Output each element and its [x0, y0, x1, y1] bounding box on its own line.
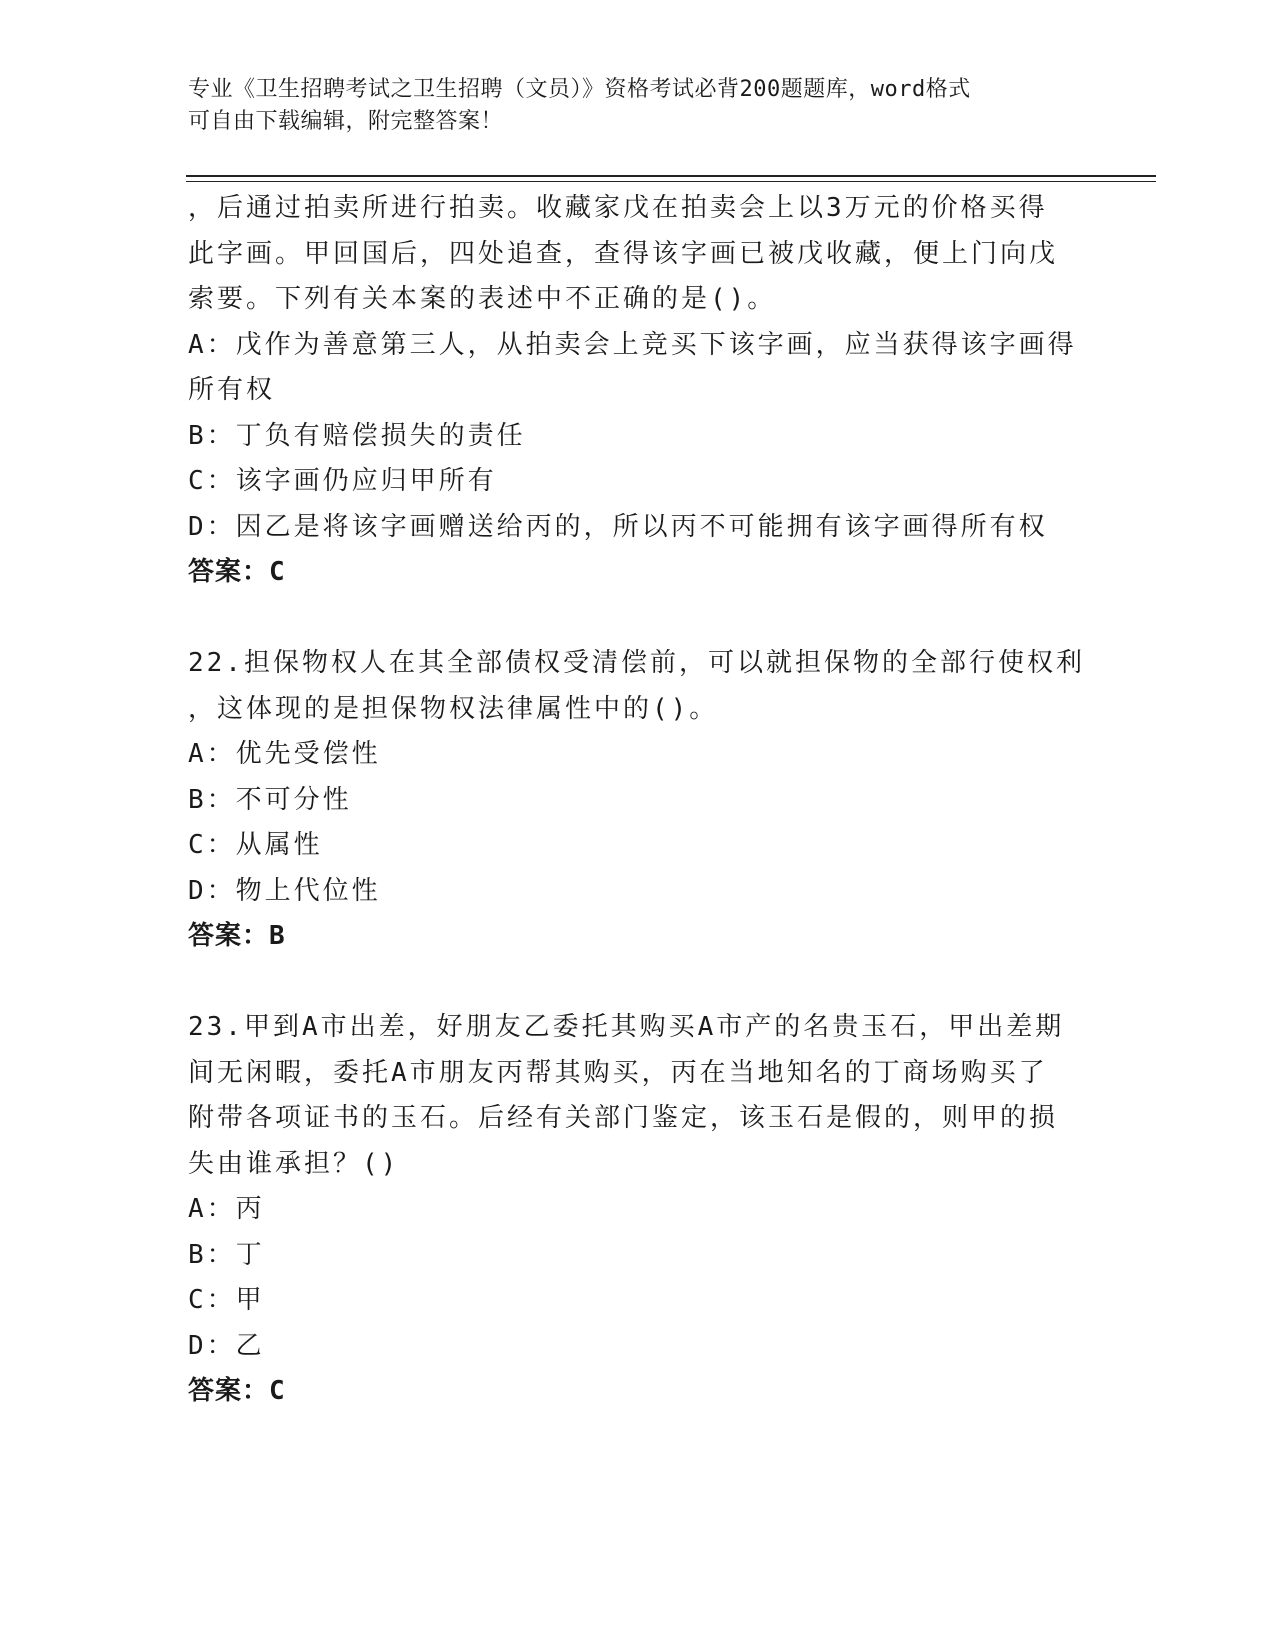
option-c: C：该字画仍应归甲所有: [188, 466, 497, 496]
question-stem-line: 22.担保物权人在其全部债权受清偿前，可以就担保物的全部行使权利: [188, 648, 1085, 678]
option-a: A：优先受偿性: [188, 739, 381, 769]
answer: 答案：C: [188, 557, 286, 587]
question-23: [188, 1005, 1088, 1415]
option-b: B：不可分性: [188, 784, 352, 815]
option-d: D：乙: [188, 1330, 265, 1361]
question-stem-line: 间无闲暇，委托A市朋友丙帮其购买，丙在当地知名的丁商场购买了: [188, 1057, 1048, 1088]
spacer: [188, 596, 1088, 642]
answer: 答案：B: [188, 921, 286, 951]
option-a: A：戊作为善意第三人，从拍卖会上竞买下该字画，应当获得该字画得: [188, 329, 1077, 360]
header-divider-thick: [186, 175, 1156, 177]
header-line-1: 专业《卫生招聘考试之卫生招聘（文员）》资格考试必背200题题库，word格式: [188, 77, 971, 102]
question-stem-line: 索要。下列有关本案的表述中不正确的是()。: [188, 284, 777, 314]
option-b: B：丁: [188, 1239, 265, 1270]
option-c: C：从属性: [188, 830, 323, 860]
document-body: [188, 186, 1088, 1415]
option-a: A：丙: [188, 1194, 265, 1224]
question-stem-line: ，这体现的是担保物权法律属性中的()。: [188, 693, 719, 724]
question-stem-line: 此字画。甲回国后，四处追查，查得该字画已被戊收藏，便上门向戊: [188, 238, 1059, 269]
option-c: C：甲: [188, 1285, 265, 1315]
option-d: D：因乙是将该字画赠送给丙的，所以丙不可能拥有该字画得所有权: [188, 511, 1048, 542]
answer: 答案：C: [188, 1376, 286, 1406]
question-stem-line: ，后通过拍卖所进行拍卖。收藏家戊在拍卖会上以3万元的价格买得: [188, 193, 1048, 223]
question-stem-line: 失由谁承担？(): [188, 1148, 400, 1179]
option-d: D：物上代位性: [188, 875, 381, 906]
document-header: [188, 74, 1088, 138]
header-line-2: 可自由下载编辑，附完整答案！: [188, 109, 504, 134]
option-a-continued: 所有权: [188, 375, 276, 405]
question-21: [188, 186, 1088, 596]
question-stem-line: 23.甲到A市出差，好朋友乙委托其购买A市产的名贵玉石，甲出差期: [188, 1012, 1065, 1042]
option-b: B：丁负有赔偿损失的责任: [188, 420, 526, 451]
header-divider-thin: [186, 181, 1156, 182]
spacer: [188, 960, 1088, 1006]
question-stem-line: 附带各项证书的玉石。后经有关部门鉴定，该玉石是假的，则甲的损: [188, 1103, 1059, 1133]
question-22: [188, 641, 1088, 960]
